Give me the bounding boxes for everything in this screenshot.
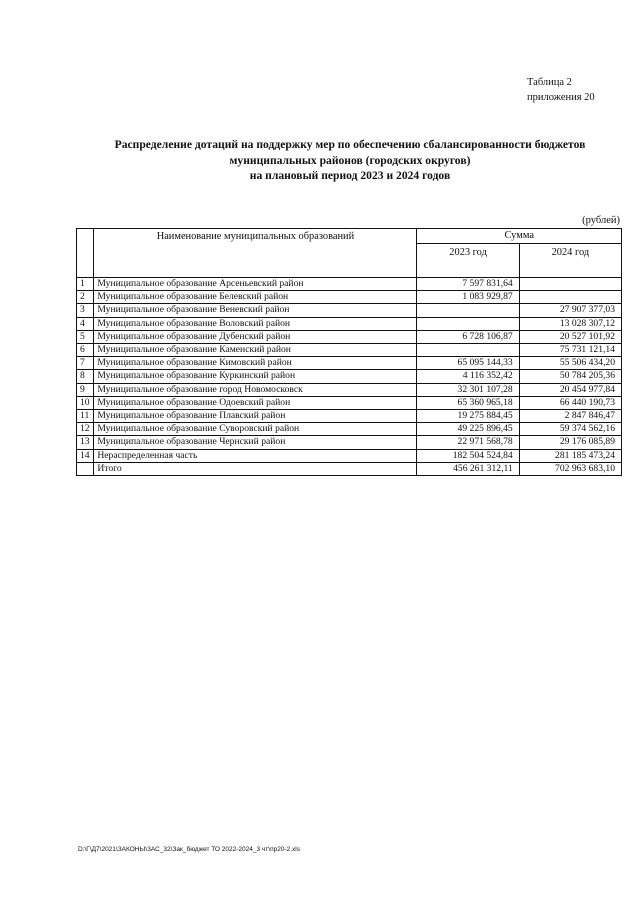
subsidy-table <box>76 228 622 476</box>
header-sum: Сумма <box>417 229 622 244</box>
row-2023: 4 116 352,42 <box>417 370 519 383</box>
row-number: 7 <box>77 357 94 370</box>
document-title <box>80 137 620 184</box>
table-row <box>77 383 622 396</box>
row-number: 1 <box>77 278 94 291</box>
row-2023: 32 301 107,28 <box>417 383 519 396</box>
row-2023: 65 095 144,33 <box>417 357 519 370</box>
title-line-3: на плановый период 2023 и 2024 годов <box>249 169 451 182</box>
total-label: Итого <box>94 462 417 475</box>
row-2024: 75 731 121,14 <box>519 344 621 357</box>
row-2023: 1 083 929,87 <box>417 291 519 304</box>
row-2023 <box>417 317 519 330</box>
row-number: 11 <box>77 410 94 423</box>
row-name: Муниципальное образование Чернский район <box>94 436 417 449</box>
table-row <box>77 370 622 383</box>
row-2024: 29 176 085,89 <box>519 436 621 449</box>
header-2024: 2024 год <box>519 244 621 278</box>
units-label: (рублей) <box>582 215 620 226</box>
row-number: 6 <box>77 344 94 357</box>
total-2024: 702 963 683,10 <box>519 462 621 475</box>
row-2023: 22 971 568,78 <box>417 436 519 449</box>
row-name: Муниципальное образование Суворовский район <box>94 423 417 436</box>
row-name: Муниципальное образование Веневский район <box>94 304 417 317</box>
title-line-2: муниципальных районов (городских округов) <box>229 153 471 167</box>
row-2024: 50 784 205,36 <box>519 370 621 383</box>
row-number: 12 <box>77 423 94 436</box>
row-2024 <box>519 291 621 304</box>
header-number <box>77 229 94 278</box>
appendix-number: приложения 20 <box>527 92 595 103</box>
row-name: Муниципальное образование Плавский район <box>94 410 417 423</box>
row-2024: 13 028 307,12 <box>519 317 621 330</box>
table-row <box>77 304 622 317</box>
table-caption <box>527 75 595 105</box>
table-row <box>77 410 622 423</box>
row-2023: 182 504 524,84 <box>417 449 519 462</box>
row-name: Муниципальное образование Кимовский район <box>94 357 417 370</box>
row-name: Муниципальное образование Дубенский район <box>94 330 417 343</box>
row-2024: 20 454 977,84 <box>519 383 621 396</box>
row-2023 <box>417 304 519 317</box>
row-2023: 7 597 831,64 <box>417 278 519 291</box>
row-2024: 2 847 846,47 <box>519 410 621 423</box>
row-2023: 19 275 884,45 <box>417 410 519 423</box>
table-row <box>77 344 622 357</box>
row-2024: 27 907 377,03 <box>519 304 621 317</box>
row-number: 8 <box>77 370 94 383</box>
table-number: Таблица 2 <box>527 77 572 88</box>
row-number: 4 <box>77 317 94 330</box>
row-2024: 281 185 473,24 <box>519 449 621 462</box>
row-2024: 20 527 101,92 <box>519 330 621 343</box>
header-2023: 2023 год <box>417 244 519 278</box>
row-number: 3 <box>77 304 94 317</box>
row-name: Нераспределенная часть <box>94 449 417 462</box>
row-name: Муниципальное образование Арсеньевский район <box>94 278 417 291</box>
row-number: 5 <box>77 330 94 343</box>
file-path: D:\Г\Д7\2021\ЗАКОНЫ\ЗАС_32\Зак_бюджет ТО 2022-2024_3 чт\пр20-2.xls <box>78 846 300 853</box>
row-name: Муниципальное образование Куркинский район <box>94 370 417 383</box>
table-row <box>77 317 622 330</box>
header-name: Наименование муниципальных образований <box>94 229 417 278</box>
row-number: 9 <box>77 383 94 396</box>
total-number <box>77 462 94 475</box>
table-row <box>77 396 622 409</box>
row-2023: 6 728 106,87 <box>417 330 519 343</box>
row-2024: 55 506 434,20 <box>519 357 621 370</box>
table-row <box>77 357 622 370</box>
row-2023 <box>417 344 519 357</box>
row-2024: 59 374 562,16 <box>519 423 621 436</box>
row-name: Муниципальное образование Одоевский район <box>94 396 417 409</box>
row-2024 <box>519 278 621 291</box>
title-line-1: Распределение дотаций на поддержку мер по обеспечению сбалансированности бюджетов <box>114 138 586 151</box>
table-row <box>77 436 622 449</box>
table-header-row <box>77 229 622 244</box>
total-2023: 456 261 312,11 <box>417 462 519 475</box>
row-2023: 49 225 896,45 <box>417 423 519 436</box>
row-name: Муниципальное образование город Новомосковск <box>94 383 417 396</box>
table-row <box>77 449 622 462</box>
table-row <box>77 291 622 304</box>
row-number: 10 <box>77 396 94 409</box>
table-row <box>77 330 622 343</box>
row-name: Муниципальное образование Воловский район <box>94 317 417 330</box>
row-2023: 65 360 965,18 <box>417 396 519 409</box>
table-row <box>77 423 622 436</box>
row-number: 14 <box>77 449 94 462</box>
row-number: 2 <box>77 291 94 304</box>
row-name: Муниципальное образование Белевский район <box>94 291 417 304</box>
row-number: 13 <box>77 436 94 449</box>
table-row <box>77 278 622 291</box>
total-row <box>77 462 622 475</box>
row-name: Муниципальное образование Каменский район <box>94 344 417 357</box>
row-2024: 66 440 190,73 <box>519 396 621 409</box>
